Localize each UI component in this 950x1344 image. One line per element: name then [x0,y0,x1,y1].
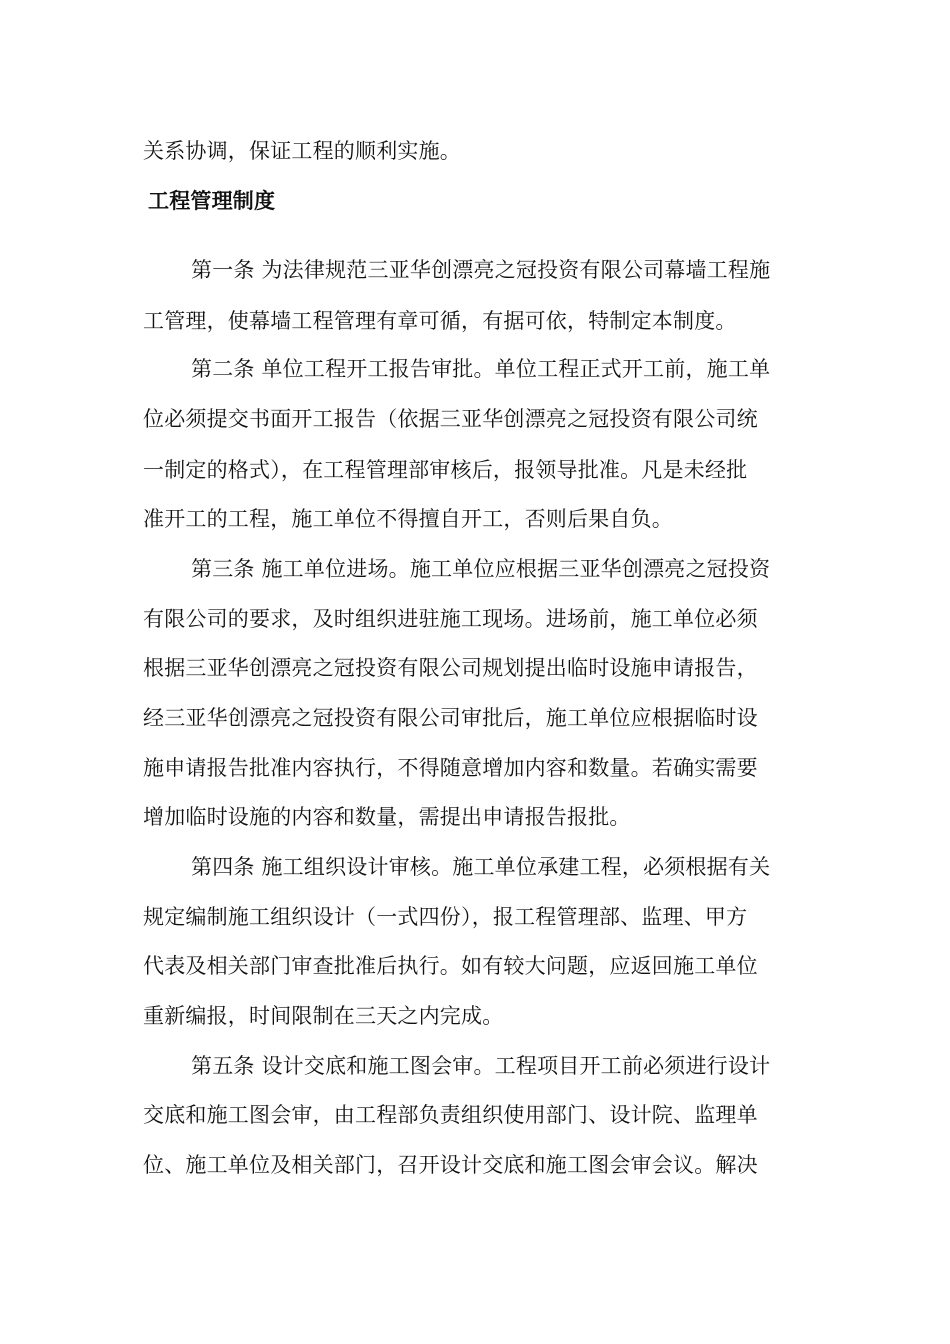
text-line: 施申请报告批准内容执行，不得随意增加内容和数量。若确实需要 [143,756,758,780]
text-line: 第三条 施工单位进场。施工单位应根据三亚华创漂亮之冠投资 [191,557,771,581]
text-line: 有限公司的要求，及时组织进驻施工现场。进场前，施工单位必须 [143,607,758,631]
text-line: 第二条 单位工程开工报告审批。单位工程正式开工前，施工单 [191,357,771,381]
text-line: 交底和施工图会审，由工程部负责组织使用部门、设计院、监理单 [143,1103,758,1127]
text-line: 增加临时设施的内容和数量，需提出申请报告报批。 [143,805,631,829]
text-line: 一制定的格式），在工程管理部审核后，报领导批准。凡是未经批 [143,458,748,482]
text-line: 经三亚华创漂亮之冠投资有限公司审批后，施工单位应根据临时设 [143,706,758,730]
text-line: 规定编制施工组织设计（一式四份），报工程管理部、监理、甲方 [143,905,748,929]
text-line: 位必须提交书面开工报告（依据三亚华创漂亮之冠投资有限公司统 [143,407,758,431]
text-line: 代表及相关部门审查批准后执行。如有较大问题，应返回施工单位 [143,954,758,978]
text-line: 关系协调，保证工程的顺利实施。 [143,139,461,163]
text-line: 第四条 施工组织设计审核。施工单位承建工程，必须根据有关 [191,855,771,879]
text-line: 根据三亚华创漂亮之冠投资有限公司规划提出临时设施申请报告， [143,656,758,680]
section-heading: 工程管理制度 [148,189,276,213]
text-line: 第一条 为法律规范三亚华创漂亮之冠投资有限公司幕墙工程施 [191,258,771,282]
text-line: 位、施工单位及相关部门，召开设计交底和施工图会审会议。解决 [143,1153,758,1177]
text-line: 工管理，使幕墙工程管理有章可循，有据可依，特制定本制度。 [143,309,737,333]
text-line: 第五条 设计交底和施工图会审。工程项目开工前必须进行设计 [191,1054,771,1078]
text-line: 准开工的工程，施工单位不得擅自开工，否则后果自负。 [143,507,673,531]
text-line: 重新编报，时间限制在三天之内完成。 [143,1004,504,1028]
